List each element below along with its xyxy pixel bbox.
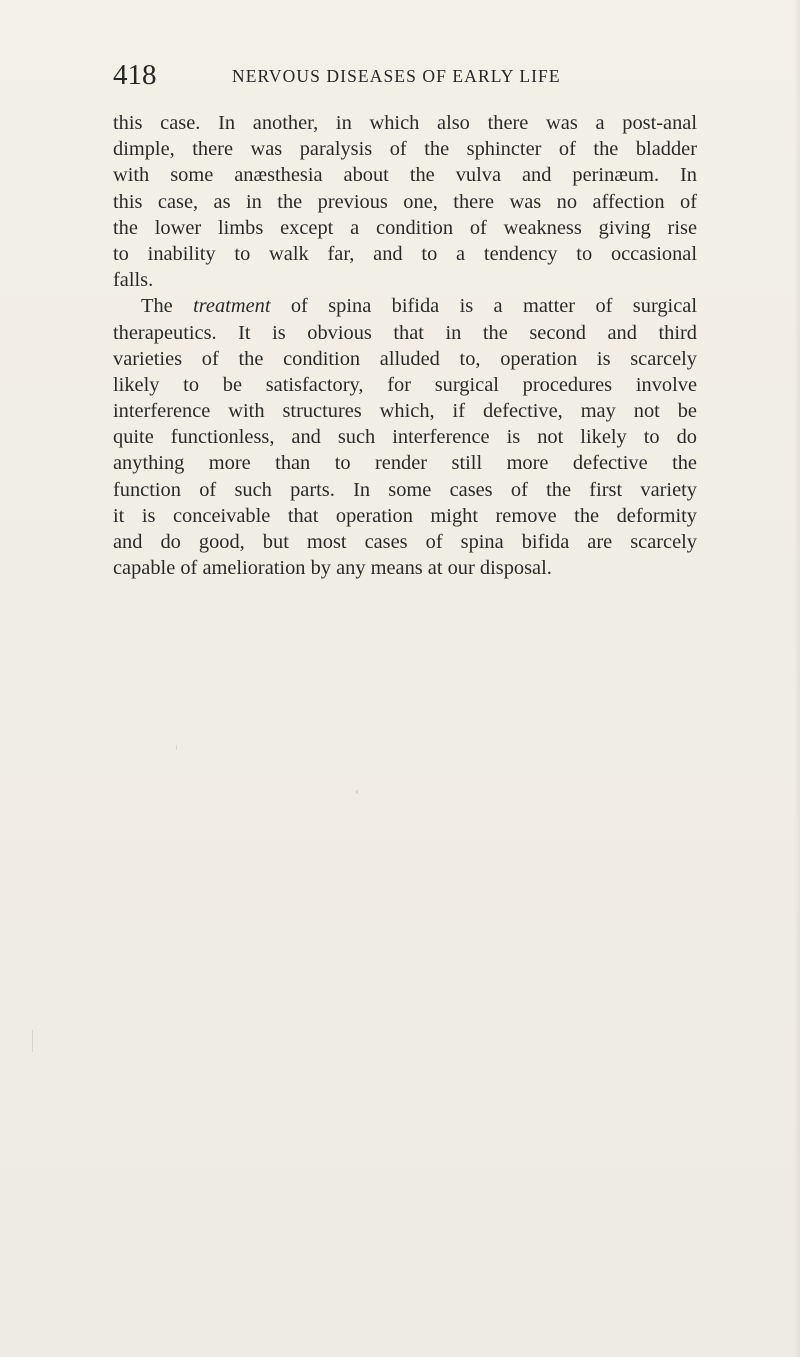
- text-line: capable of amelioration by any means at our disposal.: [113, 557, 552, 580]
- text-line: it is conceivable that operation might remove the deformity: [113, 504, 697, 527]
- paragraph-1: [113, 110, 697, 293]
- paragraph-opening: The: [141, 295, 194, 318]
- page-edge-shadow: [794, 0, 800, 1357]
- running-title: NERVOUS DISEASES OF EARLY LIFE: [232, 66, 561, 86]
- text-line: this case, as in the previous one, there was no affection of: [113, 190, 697, 213]
- scan-speck: [176, 745, 177, 750]
- text-line: and do good, but most cases of spina bifida are scarcely: [113, 531, 697, 553]
- text-line: falls.: [113, 269, 154, 292]
- page-number: 418: [113, 59, 157, 91]
- text-line: the lower limbs except a condition of weakness giving rise: [113, 216, 697, 239]
- text-line: likely to be satisfactory, for surgical procedures involve: [113, 373, 697, 396]
- running-head: [113, 58, 673, 98]
- text-line-first: [113, 293, 697, 319]
- text-line: varieties of the condition alluded to, operation is scarcely: [113, 347, 697, 370]
- text-line: therapeutics. It is obvious that in the second and third: [113, 321, 697, 344]
- paragraph-2: [113, 293, 697, 581]
- text-line: to inability to walk far, and to a tendency to occasional: [113, 242, 697, 265]
- body-text: [113, 110, 697, 581]
- scan-speck: [32, 1030, 33, 1052]
- text-line: anything more than to render still more defective the: [113, 452, 697, 475]
- text-line: dimple, there was paralysis of the sphincter of the bladder: [113, 138, 697, 161]
- text-line: quite functionless, and such interference is not likely to do: [113, 426, 697, 449]
- text-line: interference with structures which, if defective, may not be: [113, 400, 697, 423]
- text-line: function of such parts. In some cases of the first variety: [113, 478, 697, 501]
- scan-speck: [356, 790, 358, 794]
- text-line: this case. In another, in which also there was a post-anal: [113, 112, 697, 134]
- first-line-rest: of spina bifida is a matter of surgical: [270, 295, 697, 318]
- text-line: with some anæsthesia about the vulva and perinæum. In: [113, 164, 697, 187]
- emphasis-treatment: treatment: [193, 295, 271, 318]
